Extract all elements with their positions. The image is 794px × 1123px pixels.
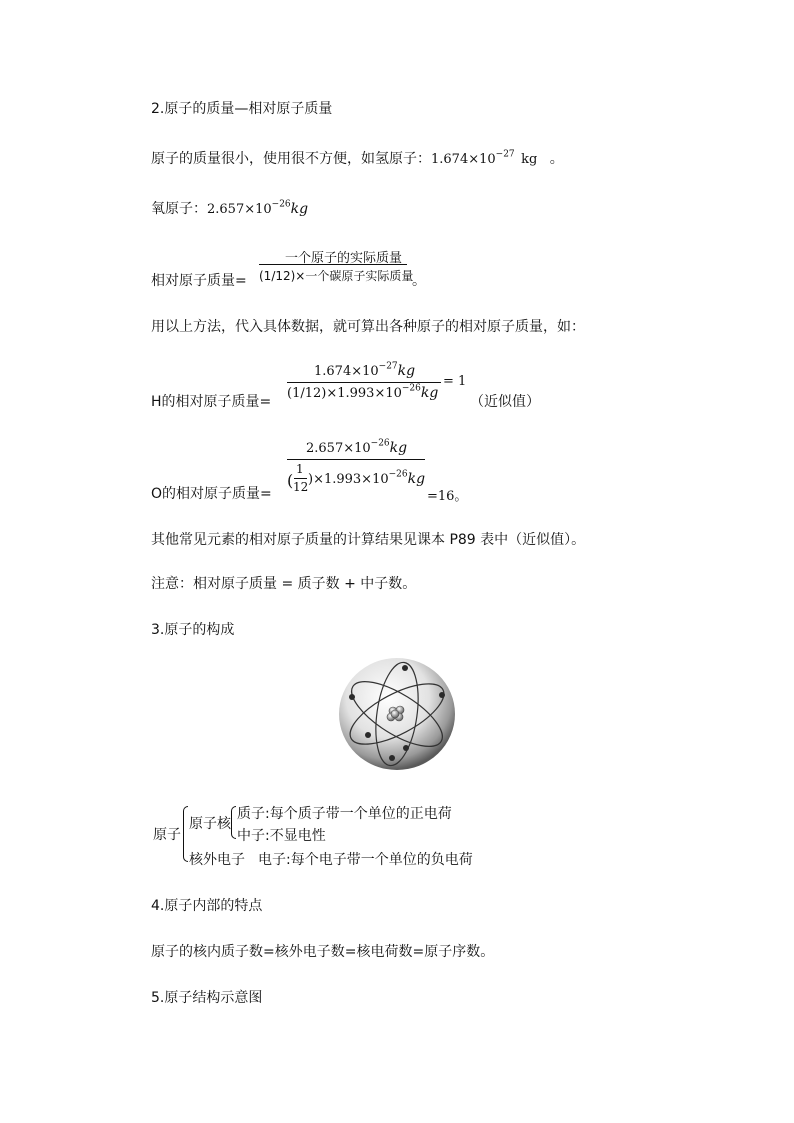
inner-brace: [231, 806, 236, 839]
mantissa: 2.657×10: [207, 202, 272, 217]
o-label: O的相对原子质量=: [151, 486, 272, 502]
unit: kg: [290, 201, 309, 217]
denominator-value: )×1.993×10: [308, 472, 389, 487]
electron: [365, 732, 371, 738]
neutron-line: 中子:不显电性: [237, 828, 326, 844]
def-label: 相对原子质量=: [151, 273, 247, 289]
mantissa: 1.674×10: [431, 152, 496, 167]
unit: kg: [407, 471, 426, 487]
def-denominator: (1/12)×一个碳原子实际质量: [259, 269, 414, 283]
electron: [349, 694, 355, 700]
o-den-one: 1: [296, 462, 304, 476]
o-den-twelve: 12: [293, 480, 309, 494]
o-den-rest: [308, 471, 425, 487]
electron: [389, 755, 395, 761]
electron: [439, 692, 445, 698]
hydrogen-mass-sentence: [151, 148, 564, 168]
exponent: −27: [378, 361, 398, 372]
proton-line: 质子:每个质子带一个单位的正电荷: [237, 806, 452, 822]
mantissa: 1.674×10: [314, 364, 379, 379]
o-den-lparen: (: [287, 471, 294, 490]
atom-illustration: [336, 655, 458, 773]
denominator-value: (1/12)×1.993×10: [287, 386, 402, 401]
h-result: = 1: [443, 374, 467, 389]
h-label: H的相对原子质量=: [151, 394, 272, 410]
mantissa: 2.657×10: [306, 441, 371, 456]
electron: [402, 665, 408, 671]
electron: [403, 745, 409, 751]
def-period: 。: [412, 273, 426, 289]
unit: kg: [397, 363, 416, 379]
exponent: −26: [271, 199, 291, 210]
electron-line: 电子:每个电子带一个单位的负电荷: [258, 852, 473, 868]
fraction-bar: [287, 459, 425, 460]
h-approx-note: （近似值）: [470, 394, 540, 410]
note-sentence: 注意：相对原子质量 = 质子数 + 中子数。: [151, 576, 417, 592]
section-4-heading: 4.原子内部的特点: [151, 898, 263, 914]
exponent: −26: [370, 438, 390, 449]
h-denominator: [287, 385, 438, 401]
outer-brace: [183, 806, 188, 862]
o-result: =16。: [427, 489, 468, 504]
o-numerator: [306, 440, 407, 456]
unit: kg: [521, 152, 538, 167]
exponent: −26: [401, 383, 421, 394]
hydrogen-mass-value: [431, 149, 515, 167]
section-4-text: 原子的核内质子数=核外电子数=核电荷数=原子序数。: [151, 944, 495, 960]
outer-electron-label: 核外电子: [189, 852, 245, 868]
oxygen-label: 氧原子：: [151, 201, 207, 217]
unit: kg: [420, 385, 439, 401]
fraction-bar: [259, 264, 407, 265]
method-sentence: 用以上方法，代入具体数据，就可算出各种原子的相对原子质量，如：: [151, 319, 585, 335]
exponent: −26: [388, 469, 408, 480]
others-sentence: 其他常见元素的相对原子质量的计算结果见课本 P89 表中（近似值）。: [151, 532, 586, 548]
unit: kg: [389, 440, 408, 456]
atom-root-label: 原子: [153, 827, 181, 843]
oxygen-mass-sentence: [151, 198, 308, 218]
section-2-heading: 2.原子的质量—相对原子质量: [151, 101, 333, 117]
section-3-heading: 3.原子的构成: [151, 622, 235, 638]
exponent: −27: [495, 149, 515, 160]
sentence-text: 原子的质量很小，使用很不方便，如氢原子：: [151, 151, 431, 167]
h-numerator: [314, 363, 415, 379]
small-fraction-bar: [294, 478, 307, 479]
section-5-heading: 5.原子结构示意图: [151, 990, 263, 1006]
def-numerator: 一个原子的实际质量: [285, 251, 403, 266]
nucleus-label: 原子核: [189, 816, 231, 832]
oxygen-mass-value: [207, 199, 309, 217]
nucleus-particle: [391, 710, 399, 718]
period: 。: [549, 151, 564, 167]
